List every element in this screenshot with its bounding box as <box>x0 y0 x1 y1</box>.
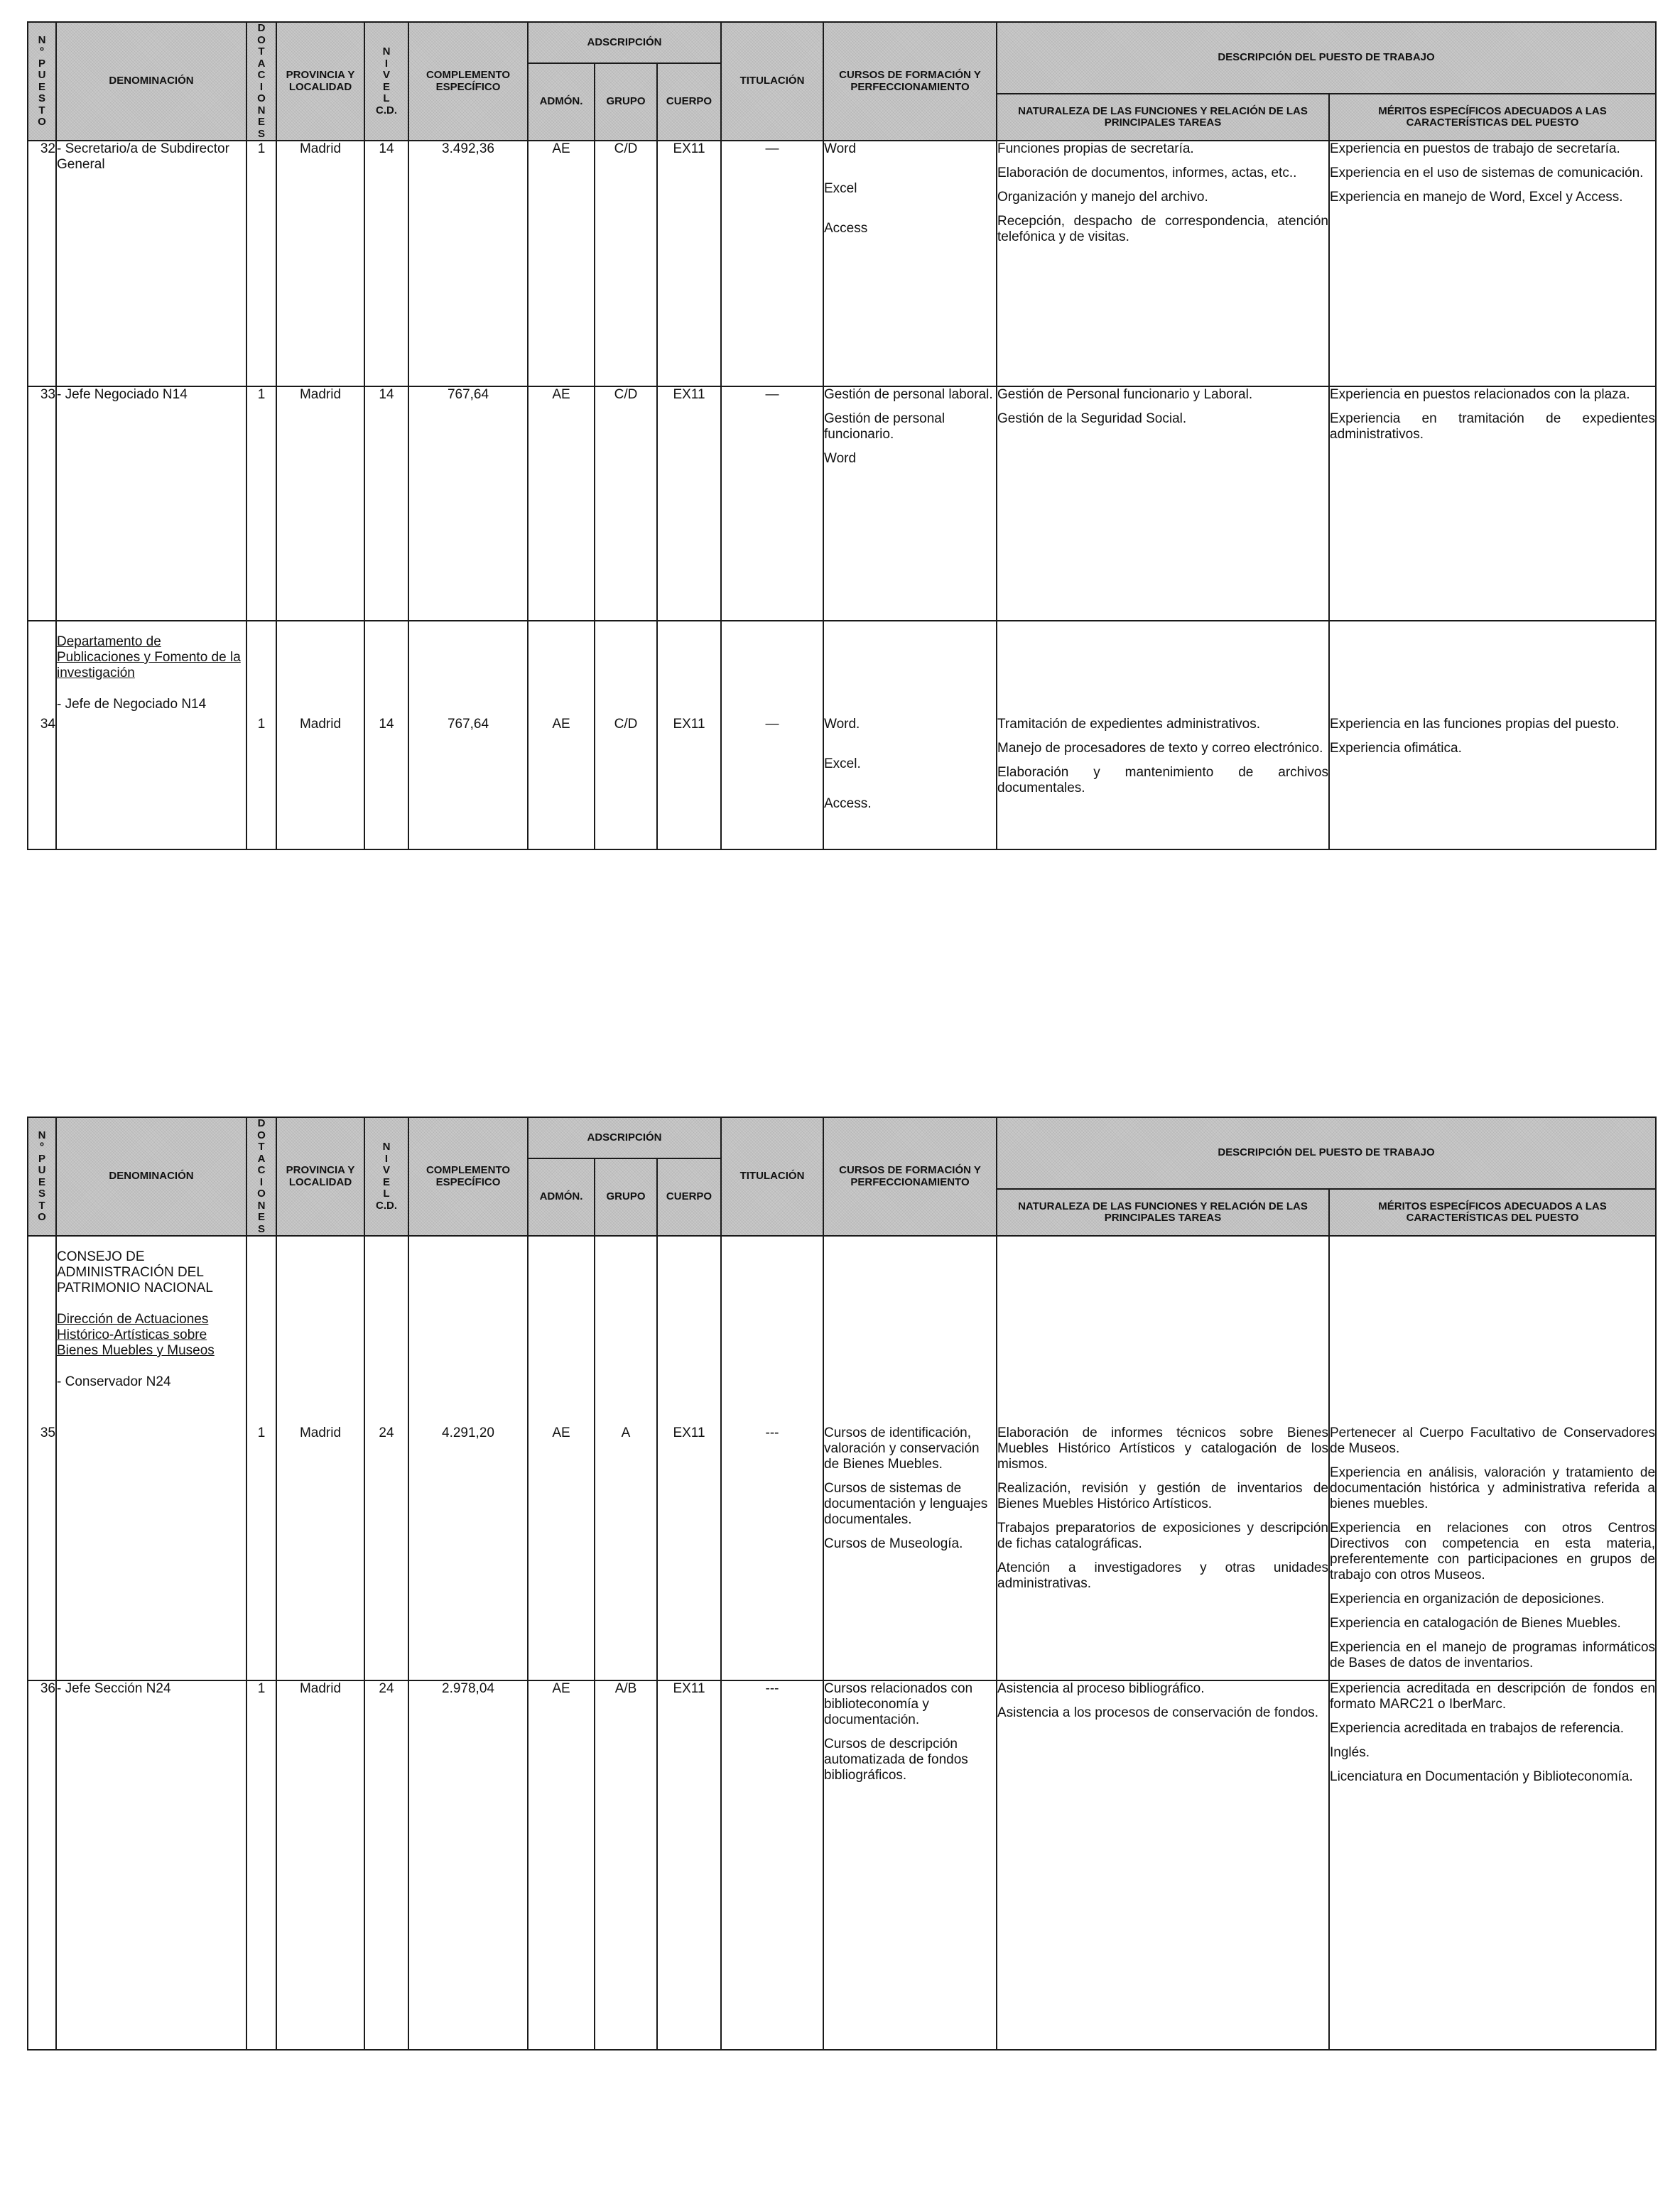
funcion-item: Manejo de procesadores de texto y correo electrónico. <box>997 741 1323 756</box>
header-letter: O <box>38 1211 46 1223</box>
titulacion: --- <box>721 1680 823 2050</box>
curso-item: Excel. <box>824 756 861 771</box>
curso-item: Cursos de sistemas de documentación y lenguajes documentales. <box>824 1481 988 1527</box>
grupo: C/D <box>595 386 657 621</box>
puesto-num <box>28 1680 56 2050</box>
header-dotaciones <box>246 1117 276 1236</box>
titulacion: — <box>721 141 823 386</box>
denominacion <box>56 386 246 621</box>
header-titulacion: TITULACIÓN <box>721 22 823 141</box>
header-letter: L <box>383 92 390 104</box>
nivel: 24 <box>364 1236 408 1680</box>
grupo: C/D <box>595 621 657 849</box>
denominacion-puesto: - Secretario/a de Subdirector General <box>57 141 229 172</box>
header-letter: T <box>258 1141 265 1153</box>
table-row <box>28 141 1656 386</box>
header-letter: P <box>38 57 45 70</box>
curso-item: Gestión de personal funcionario. <box>824 411 945 442</box>
merito-item: Licenciatura en Documentación y Biblioteconomía. <box>1330 1769 1633 1784</box>
merito-item: Experiencia en puestos relacionados con la plaza. <box>1330 387 1630 402</box>
header-letter: S <box>257 127 265 140</box>
nivel: 14 <box>364 386 408 621</box>
funcion-item: Gestión de Personal funcionario y Laboral. <box>997 387 1253 402</box>
merito-item: Experiencia en manejo de Word, Excel y Access. <box>1330 190 1623 205</box>
titulacion: — <box>721 386 823 621</box>
curso-item: Gestión de personal laboral. <box>824 387 993 402</box>
denominacion-departamento: Dirección de Actuaciones Histórico-Artísticas sobre Bienes Muebles y Museos <box>57 1312 215 1358</box>
header-denominacion: DENOMINACIÓN <box>56 1117 246 1236</box>
grupo: A <box>595 1236 657 1680</box>
curso-item: Cursos de identificación, valoración y conservación de Bienes Muebles. <box>824 1425 980 1472</box>
merito-item: Experiencia en relaciones con otros Centros Directivos con competencia en esta materia, preferentemente con participaciones en grupos de trabajo con otros Museos. <box>1330 1521 1656 1582</box>
header-provincia: PROVINCIA Y LOCALIDAD <box>276 22 364 141</box>
table-row <box>28 1236 1656 1680</box>
funcion-item: Elaboración y mantenimiento de archivos documentales. <box>997 765 1328 795</box>
curso-item: Cursos relacionados con biblioteconomía y documentación. <box>824 1681 973 1727</box>
header-letter: º <box>40 45 44 58</box>
provincia: Madrid <box>276 621 364 849</box>
header-denominacion: DENOMINACIÓN <box>56 22 246 141</box>
header-cuerpo: CUERPO <box>657 1158 721 1236</box>
dotaciones: 1 <box>246 621 276 849</box>
header-letter: U <box>38 69 46 81</box>
meritos <box>1329 1236 1656 1680</box>
funciones <box>997 1236 1329 1680</box>
merito-item: Experiencia acreditada en descripción de fondos en formato MARC21 o IberMarc. <box>1330 1681 1656 1712</box>
provincia: Madrid <box>276 386 364 621</box>
curso-item: Cursos de Museología. <box>824 1536 963 1551</box>
meritos <box>1329 1680 1656 2050</box>
header-adscripcion: ADSCRIPCIÓN <box>528 22 721 63</box>
header-letter: I <box>259 80 264 93</box>
header-letter: D <box>257 22 266 34</box>
header-letter: E <box>382 80 390 93</box>
header-letter: T <box>38 1199 45 1212</box>
curso-item: Access. <box>824 796 872 811</box>
header-grupo: GRUPO <box>595 63 657 141</box>
header-dotaciones <box>246 22 276 141</box>
header-letter: I <box>259 1175 264 1188</box>
cuerpo: EX11 <box>657 1236 721 1680</box>
header-nivel-cd: C.D. <box>376 1199 397 1212</box>
provincia: Madrid <box>276 1236 364 1680</box>
denominacion-puesto: - Jefe de Negociado N14 <box>57 697 207 712</box>
puesto-num-value: 32 <box>40 141 55 156</box>
nivel: 24 <box>364 1680 408 2050</box>
curso-item: Access <box>824 221 868 236</box>
merito-item: Experiencia en el uso de sistemas de comunicación. <box>1330 165 1644 180</box>
header-letter: E <box>38 80 45 93</box>
cursos <box>823 386 997 621</box>
spacer <box>57 1296 246 1312</box>
funciones <box>997 386 1329 621</box>
header-naturaleza: NATURALEZA DE LAS FUNCIONES Y RELACIÓN DE LAS PRINCIPALES TAREAS <box>997 1189 1329 1236</box>
header-letter: S <box>257 1222 265 1235</box>
header-cursos: CURSOS DE FORMACIÓN Y PERFECCIONAMIENTO <box>823 1117 997 1236</box>
puesto-num <box>28 621 56 849</box>
header-letter: O <box>257 33 266 46</box>
spacer <box>57 1359 246 1374</box>
header-meritos: MÉRITOS ESPECÍFICOS ADECUADOS A LAS CARACTERÍSTICAS DEL PUESTO <box>1329 94 1656 141</box>
cursos <box>823 141 997 386</box>
denominacion <box>56 1680 246 2050</box>
funcion-item: Elaboración de informes técnicos sobre Bienes Muebles Histórico Artísticos y catalogación de los mismos. <box>997 1425 1328 1472</box>
header-letter: O <box>257 1129 266 1141</box>
header-nivel <box>364 1117 408 1236</box>
cursos <box>823 1236 997 1680</box>
merito-item: Inglés. <box>1330 1745 1370 1760</box>
denominacion-departamento: Departamento de Publicaciones y Fomento de la investigación <box>57 634 241 680</box>
header-cursos: CURSOS DE FORMACIÓN Y PERFECCIONAMIENTO <box>823 22 997 141</box>
funciones <box>997 1680 1329 2050</box>
complemento: 767,64 <box>408 386 528 621</box>
header-letter: T <box>38 104 45 116</box>
nivel: 14 <box>364 141 408 386</box>
header-naturaleza: NATURALEZA DE LAS FUNCIONES Y RELACIÓN DE LAS PRINCIPALES TAREAS <box>997 94 1329 141</box>
grupo: A/B <box>595 1680 657 2050</box>
curso-item: Excel <box>824 181 857 196</box>
header-letter: I <box>384 57 389 70</box>
header-num-puesto <box>28 22 56 141</box>
admon: AE <box>528 621 595 849</box>
denominacion-puesto: - Jefe Sección N24 <box>57 1681 171 1696</box>
header-grupo: GRUPO <box>595 1158 657 1236</box>
admon: AE <box>528 141 595 386</box>
header-letter: A <box>257 57 266 70</box>
provincia: Madrid <box>276 1680 364 2050</box>
admon: AE <box>528 386 595 621</box>
header-letter: N <box>257 1199 266 1212</box>
funcion-item: Asistencia a los procesos de conservación de fondos. <box>997 1705 1319 1720</box>
cuerpo: EX11 <box>657 621 721 849</box>
merito-item: Experiencia en las funciones propias del puesto. <box>1330 717 1620 732</box>
curso-item: Word <box>824 141 857 156</box>
header-admon: ADMÓN. <box>528 63 595 141</box>
puesto-num <box>28 141 56 386</box>
complemento: 4.291,20 <box>408 1236 528 1680</box>
merito-item: Experiencia en el manejo de programas informáticos de Bases de datos de inventarios. <box>1330 1640 1656 1671</box>
header-letter: E <box>257 1211 265 1223</box>
header-nivel-cd: C.D. <box>376 104 397 116</box>
puesto-num-value: 33 <box>40 387 55 402</box>
header-nivel <box>364 22 408 141</box>
funcion-item: Recepción, despacho de correspondencia, atención telefónica y de visitas. <box>997 214 1328 244</box>
puesto-num-value: 34 <box>40 717 55 732</box>
dotaciones: 1 <box>246 141 276 386</box>
titulacion: — <box>721 621 823 849</box>
dotaciones: 1 <box>246 1236 276 1680</box>
funciones <box>997 141 1329 386</box>
header-descripcion: DESCRIPCIÓN DEL PUESTO DE TRABAJO <box>997 1117 1656 1189</box>
header-adscripcion: ADSCRIPCIÓN <box>528 1117 721 1158</box>
merito-item: Pertenecer al Cuerpo Facultativo de Conservadores de Museos. <box>1330 1425 1656 1456</box>
curso-item: Word <box>824 451 857 466</box>
merito-item: Experiencia en tramitación de expedientes administrativos. <box>1330 411 1656 442</box>
complemento: 2.978,04 <box>408 1680 528 2050</box>
header-complemento: COMPLEMENTO ESPECÍFICO <box>408 22 528 141</box>
header-num-puesto <box>28 1117 56 1236</box>
table-row <box>28 1680 1656 2050</box>
denominacion-puesto: - Jefe Negociado N14 <box>57 387 188 402</box>
complemento: 3.492,36 <box>408 141 528 386</box>
provincia: Madrid <box>276 141 364 386</box>
grupo: C/D <box>595 141 657 386</box>
dotaciones: 1 <box>246 386 276 621</box>
cuerpo: EX11 <box>657 1680 721 2050</box>
header-letter: E <box>382 1175 390 1188</box>
table-row <box>28 386 1656 621</box>
cursos <box>823 1680 997 2050</box>
header-cuerpo: CUERPO <box>657 63 721 141</box>
header-letter: I <box>384 1152 389 1165</box>
cursos <box>823 621 997 849</box>
table-puestos-1 <box>27 21 1657 850</box>
header-letter: C <box>257 69 266 81</box>
cuerpo: EX11 <box>657 386 721 621</box>
funcion-item: Trabajos preparatorios de exposiciones y descripción de fichas catalográficas. <box>997 1521 1328 1551</box>
denominacion <box>56 141 246 386</box>
table-row <box>28 621 1656 849</box>
merito-item: Experiencia ofimática. <box>1330 741 1462 756</box>
header-descripcion: DESCRIPCIÓN DEL PUESTO DE TRABAJO <box>997 22 1656 94</box>
funcion-item: Realización, revisión y gestión de inventarios de Bienes Muebles Histórico Artísticos. <box>997 1481 1328 1511</box>
merito-item: Experiencia en puestos de trabajo de secretaría. <box>1330 141 1620 156</box>
admon: AE <box>528 1680 595 2050</box>
header-letter: L <box>383 1188 390 1200</box>
header-meritos: MÉRITOS ESPECÍFICOS ADECUADOS A LAS CARACTERÍSTICAS DEL PUESTO <box>1329 1189 1656 1236</box>
complemento: 767,64 <box>408 621 528 849</box>
header-letter: º <box>40 1141 44 1153</box>
meritos <box>1329 141 1656 386</box>
header-letter: O <box>257 1188 266 1200</box>
header-letter: O <box>38 116 46 128</box>
header-letter: V <box>382 1164 390 1176</box>
spacer <box>57 681 246 697</box>
header-letter: T <box>258 45 265 58</box>
header-letter: V <box>382 69 390 81</box>
header-letter: A <box>257 1152 266 1165</box>
header-letter: N <box>257 104 266 116</box>
denominacion <box>56 621 246 849</box>
nivel: 14 <box>364 621 408 849</box>
puesto-num-value: 36 <box>40 1681 55 1696</box>
header-letter: N <box>38 1129 46 1141</box>
header-complemento: COMPLEMENTO ESPECÍFICO <box>408 1117 528 1236</box>
curso-item: Word. <box>824 717 860 732</box>
header-letter: C <box>257 1164 266 1176</box>
funcion-item: Asistencia al proceso bibliográfico. <box>997 1681 1205 1696</box>
header-letter: O <box>257 92 266 104</box>
denominacion <box>56 1236 246 1680</box>
funcion-item: Atención a investigadores y otras unidades administrativas. <box>997 1560 1328 1591</box>
curso-item: Cursos de descripción automatizada de fondos bibliográficos. <box>824 1737 968 1783</box>
merito-item: Experiencia en catalogación de Bienes Muebles. <box>1330 1616 1621 1631</box>
merito-item: Experiencia en organización de deposiciones. <box>1330 1592 1605 1607</box>
titulacion: --- <box>721 1236 823 1680</box>
header-letter: N <box>38 33 46 46</box>
merito-item: Experiencia acreditada en trabajos de referencia. <box>1330 1721 1625 1736</box>
header-letter: N <box>382 1141 391 1153</box>
header-titulacion: TITULACIÓN <box>721 1117 823 1236</box>
header-admon: ADMÓN. <box>528 1158 595 1236</box>
merito-item: Experiencia en análisis, valoración y tratamiento de documentación histórica y administrativa referida a bienes muebles. <box>1330 1465 1656 1511</box>
header-letter: D <box>257 1117 266 1129</box>
funcion-item: Elaboración de documentos, informes, actas, etc.. <box>997 165 1297 180</box>
funcion-item: Organización y manejo del archivo. <box>997 190 1208 205</box>
funcion-item: Gestión de la Seguridad Social. <box>997 411 1187 426</box>
header-letter: S <box>38 1188 45 1200</box>
admon: AE <box>528 1236 595 1680</box>
puesto-num <box>28 1236 56 1680</box>
meritos <box>1329 621 1656 849</box>
cuerpo: EX11 <box>657 141 721 386</box>
header-letter: E <box>257 116 265 128</box>
header-letter: S <box>38 92 45 104</box>
table-puestos-2 <box>27 1117 1657 2051</box>
denominacion-organismo: CONSEJO DE ADMINISTRACIÓN DEL PATRIMONIO NACIONAL <box>57 1249 213 1296</box>
header-letter: N <box>382 45 391 58</box>
header-letter: E <box>38 1175 45 1188</box>
funcion-item: Tramitación de expedientes administrativos. <box>997 717 1260 732</box>
header-provincia: PROVINCIA Y LOCALIDAD <box>276 1117 364 1236</box>
funciones <box>997 621 1329 849</box>
puesto-num-value: 35 <box>40 1425 55 1440</box>
funcion-item: Funciones propias de secretaría. <box>997 141 1194 156</box>
dotaciones: 1 <box>246 1680 276 2050</box>
denominacion-puesto: - Conservador N24 <box>57 1374 171 1389</box>
header-letter: U <box>38 1164 46 1176</box>
header-letter: P <box>38 1152 45 1165</box>
meritos <box>1329 386 1656 621</box>
puesto-num <box>28 386 56 621</box>
